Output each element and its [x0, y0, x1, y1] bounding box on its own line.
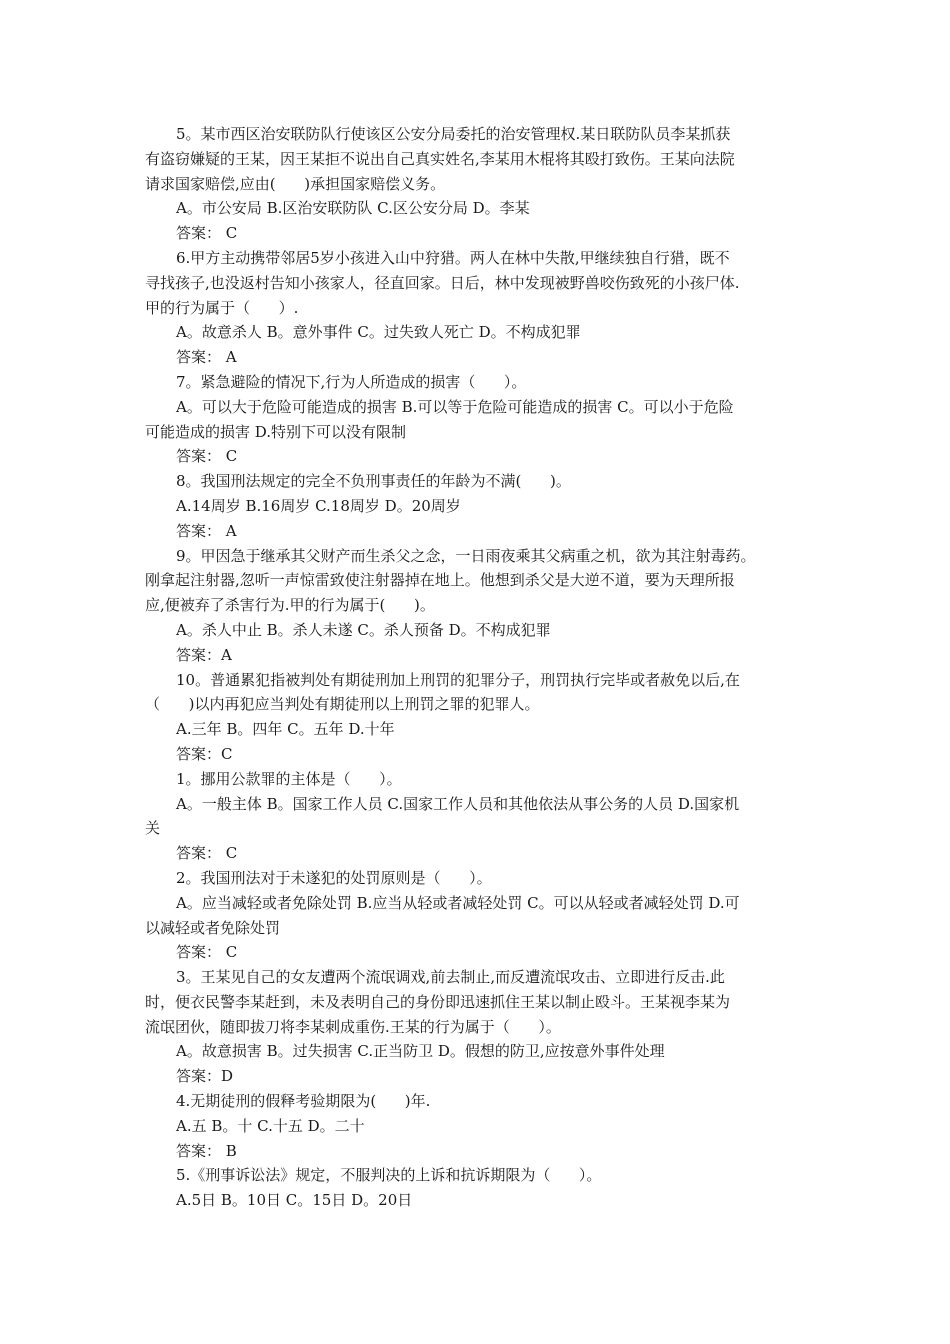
text-line: A.三年 B。四年 C。五年 D.十年 — [176, 720, 395, 739]
text-line: 3。王某见自己的女友遭两个流氓调戏,前去制止,而反遭流氓攻击、立即进行反击.此 — [176, 968, 725, 987]
text-line: A。故意损害 B。过失损害 C.正当防卫 D。假想的防卫,应按意外事件处理 — [176, 1042, 665, 1061]
text-line: 寻找孩子,也没返村告知小孩家人，径直回家。日后，林中发现被野兽咬伤致死的小孩尸体. — [145, 273, 740, 292]
text-line: A。应当减轻或者免除处罚 B.应当从轻或者减轻处罚 C。可以从轻或者减轻处罚 D.可 — [176, 893, 740, 912]
text-line: 答案： C — [176, 447, 238, 466]
text-line: 答案：C — [176, 744, 233, 763]
text-line: 5。某市西区治安联防队行使该区公安分局委托的治安管理权.某日联防队员李某抓获 — [176, 125, 731, 143]
text-line: 2。我国刑法对于未遂犯的处罚原则是（ ）。 — [176, 868, 492, 887]
text-line: A.14周岁 B.16周岁 C.18周岁 D。20周岁 — [176, 496, 461, 515]
text-line: 应,便被弃了杀害行为.甲的行为属于( )。 — [145, 596, 435, 615]
text-line: 有盗窃嫌疑的王某，因王某拒不说出自己真实姓名,李某用木棍将其殴打致伤。王某向法院 — [145, 149, 735, 168]
text-line: 5.《刑事诉讼法》规定，不服判决的上诉和抗诉期限为（ ）。 — [176, 1166, 602, 1185]
text-line: 10。普通累犯指被判处有期徒刑加上刑罚的犯罪分子，刑罚执行完毕或者赦免以后,在 — [176, 670, 740, 689]
text-line: 时，便衣民警李某赶到，未及表明自己的身份即迅速抓住王某以制止殴斗。王某视李某为 — [145, 992, 731, 1011]
text-line: A。故意杀人 B。意外事件 C。过失致人死亡 D。不构成犯罪 — [176, 323, 581, 342]
text-line: 9。甲因急于继承其父财产而生杀父之念，一日雨夜乘其父病重之机，欲为其注射毒药。 — [176, 546, 756, 565]
text-line: 刚拿起注射器,忽听一声惊雷致使注射器掉在地上。他想到杀父是大逆不道，要为天理所报 — [145, 571, 735, 590]
document-body — [145, 122, 813, 1213]
text-line: 请求国家赔偿,应由( )承担国家赔偿义务。 — [145, 174, 446, 193]
text-line: 4.无期徒刑的假释考验期限为( )年. — [176, 1092, 431, 1111]
text-line: A.5日 B。10日 C。15日 D。20日 — [176, 1191, 413, 1210]
text-line: A。一般主体 B。国家工作人员 C.国家工作人员和其他依法从事公务的人员 D.国家机 — [176, 794, 740, 813]
text-line: 答案： C — [176, 943, 238, 962]
text-line: 甲的行为属于（ ）. — [145, 298, 299, 317]
text-line: 关 — [145, 819, 161, 838]
text-line: 答案： C — [176, 844, 238, 863]
text-line: 以减轻或者免除处罚 — [145, 918, 281, 937]
text-line: 可能造成的损害 D.特别下可以没有限制 — [145, 422, 407, 441]
text-line: （ )以内再犯应当判处有期徒刑以上刑罚之罪的犯罪人。 — [145, 695, 540, 714]
text-line: 7。紧急避险的情况下,行为人所造成的损害（ ）。 — [176, 372, 527, 391]
text-line: A。杀人中止 B。杀人未遂 C。杀人预备 D。不构成犯罪 — [176, 620, 551, 639]
text-line: 答案：A — [176, 645, 232, 664]
text-line: A.五 B。十 C.十五 D。二十 — [176, 1116, 365, 1135]
text-line: 答案： C — [176, 224, 238, 243]
text-line: 答案： B — [176, 1141, 237, 1160]
text-line: 流氓团伙，随即拔刀将李某刺成重伤.王某的行为属于（ ）。 — [145, 1017, 561, 1036]
text-line: 8。我国刑法规定的完全不负刑事责任的年龄为不满( )。 — [176, 472, 571, 491]
text-line: 6.甲方主动携带邻居5岁小孩进入山中狩猎。两人在林中失散,甲继续独自行猎，既不 — [176, 248, 730, 267]
text-line: 答案： A — [176, 521, 237, 540]
text-line: 答案： A — [176, 348, 237, 367]
text-line: 1。挪用公款罪的主体是（ ）。 — [176, 769, 402, 788]
text-line: 答案：D — [176, 1067, 234, 1086]
text-line: A。市公安局 B.区治安联防队 C.区公安分局 D。李某 — [176, 199, 530, 218]
text-line: A。可以大于危险可能造成的损害 B.可以等于危险可能造成的损害 C。可以小于危险 — [176, 397, 734, 416]
